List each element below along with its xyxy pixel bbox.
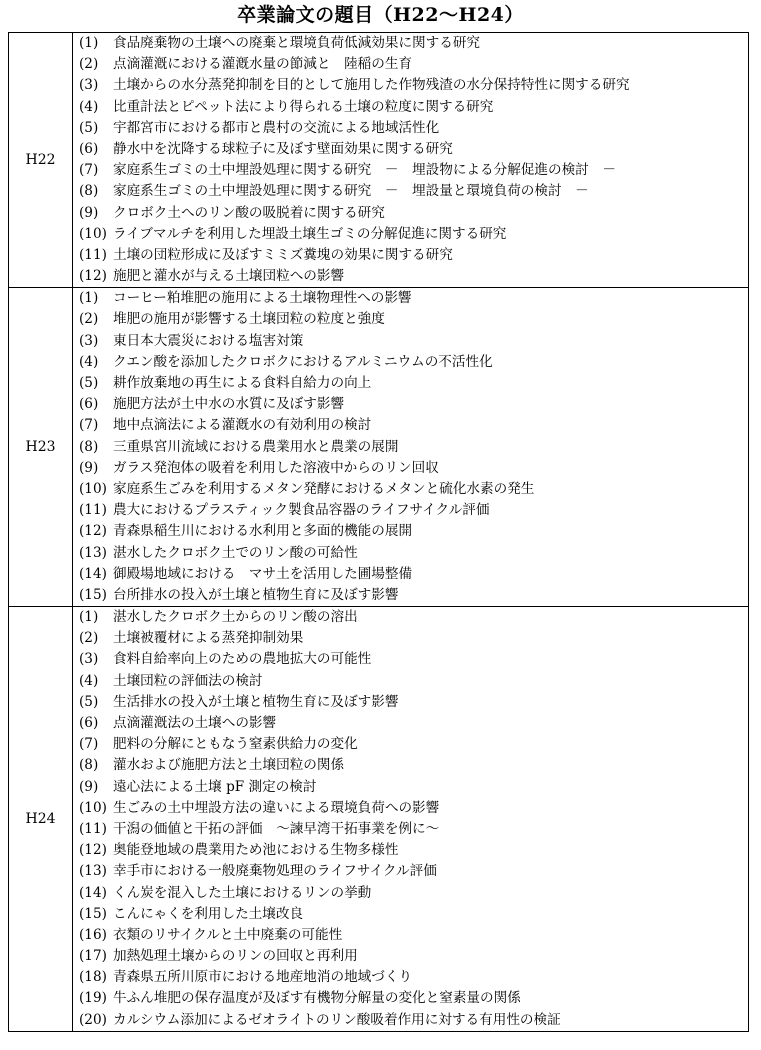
thesis-item-title: 湛水したクロボク土からのリン酸の溶出 [113, 609, 358, 626]
thesis-item [73, 671, 748, 692]
thesis-item-number: (7) [79, 162, 99, 179]
thesis-item-title: 家庭系生ゴミの土中埋設処理に関する研究 － 埋設量と環境負荷の検討 － [113, 183, 589, 200]
thesis-item-title: 灌水および施肥方法と土壌団粒の関係 [113, 757, 345, 774]
thesis-item [73, 245, 748, 266]
thesis-item-number: (2) [79, 630, 99, 647]
thesis-item-title: 東日本大震災における塩害対策 [113, 332, 304, 349]
year-label: H23 [9, 288, 73, 607]
thesis-item-title: クロボク土へのリン酸の吸脱着に関する研究 [113, 204, 385, 221]
thesis-item [73, 988, 748, 1009]
thesis-item [73, 946, 748, 967]
thesis-item [73, 373, 748, 394]
thesis-item [73, 352, 748, 373]
thesis-item-title: 奥能登地域の農業用ため池における生物多様性 [113, 842, 399, 859]
thesis-item-title: 食料自給率向上のための農地拡大の可能性 [113, 651, 372, 668]
thesis-item [73, 564, 748, 585]
thesis-item-title: 比重計法とピペット法により得られる土壌の粒度に関する研究 [113, 98, 494, 115]
thesis-list [73, 33, 749, 288]
thesis-item-number: (2) [79, 311, 99, 328]
thesis-item-number: (1) [79, 290, 99, 307]
thesis-item [73, 628, 748, 649]
thesis-item-title: 加熱処理土壌からのリンの回収と再利用 [113, 948, 358, 965]
thesis-item-title: 家庭系生ゴミの土中埋設処理に関する研究 － 埋設物による分解促進の検討 － [113, 162, 616, 179]
thesis-item [73, 54, 748, 75]
thesis-item-title: 台所排水の投入が土壌と植物生育に及ぼす影響 [113, 586, 399, 603]
thesis-item-number: (12) [79, 523, 107, 540]
thesis-item-number: (17) [79, 948, 107, 965]
thesis-item [73, 331, 748, 352]
thesis-item-number: (1) [79, 609, 99, 626]
thesis-item [73, 861, 748, 882]
thesis-item-title: 土壌の団粒形成に及ぼすミミズ糞塊の効果に関する研究 [113, 246, 453, 263]
thesis-list [73, 288, 749, 607]
thesis-item-number: (14) [79, 884, 107, 901]
thesis-list [73, 607, 749, 1032]
thesis-item-title: 農大におけるプラスティック製食品容器のライフサイクル評価 [113, 502, 490, 519]
thesis-item-title: 土壌団粒の評価法の検討 [113, 672, 263, 689]
thesis-item-number: (9) [79, 459, 99, 476]
thesis-item-number: (9) [79, 204, 99, 221]
thesis-item [73, 925, 748, 946]
thesis-item-number: (11) [79, 246, 107, 263]
thesis-item-title: 湛水したクロボク土でのリン酸の可給性 [113, 544, 358, 561]
thesis-item-title: 生活排水の投入が土壌と植物生育に及ぼす影響 [113, 693, 399, 710]
thesis-item-number: (20) [79, 1011, 107, 1028]
year-label: H24 [9, 607, 73, 1032]
thesis-item-number: (8) [79, 183, 99, 200]
thesis-item-number: (3) [79, 651, 99, 668]
thesis-item [73, 203, 748, 224]
thesis-item-number: (7) [79, 417, 99, 434]
thesis-item-number: (9) [79, 778, 99, 795]
thesis-item-number: (13) [79, 544, 107, 561]
thesis-item-number: (5) [79, 693, 99, 710]
thesis-item-number: (6) [79, 396, 99, 413]
thesis-item [73, 734, 748, 755]
thesis-item-title: 宇都宮市における都市と農村の交流による地域活性化 [113, 119, 440, 136]
year-label: H22 [9, 33, 73, 288]
thesis-item [73, 75, 748, 96]
thesis-item-number: (19) [79, 990, 107, 1007]
thesis-item-title: カルシウム添加によるゼオライトのリン酸吸着作用に対する有用性の検証 [113, 1011, 561, 1028]
thesis-item-title: 衣類のリサイクルと土中廃棄の可能性 [113, 926, 343, 943]
thesis-item-number: (13) [79, 863, 107, 880]
thesis-item-title: 耕作放棄地の再生による食料自給力の向上 [113, 375, 372, 391]
thesis-item-number: (2) [79, 56, 99, 73]
thesis-item-title: こんにゃくを利用した土壌改良 [113, 905, 304, 922]
thesis-item [73, 904, 748, 925]
thesis-item [73, 139, 748, 160]
thesis-item-title: 干潟の価値と干拓の評価 ～諫早湾干拓事業を例に～ [113, 820, 440, 837]
page-title: 卒業論文の題目（H22～H24） [237, 4, 524, 26]
thesis-item-title: 点滴灌漑における灌漑水量の節減と 陸稲の生育 [113, 56, 413, 73]
thesis-item-number: (4) [79, 353, 99, 370]
thesis-item-number: (3) [79, 332, 99, 349]
thesis-item [73, 840, 748, 861]
thesis-item [73, 437, 748, 458]
thesis-table-body [9, 33, 749, 1032]
thesis-item-title: 御殿場地域における マサ土を活用した圃場整備 [113, 565, 413, 582]
thesis-item-number: (15) [79, 586, 107, 603]
thesis-item-number: (12) [79, 268, 107, 285]
thesis-item [73, 500, 748, 521]
thesis-item [73, 97, 748, 118]
thesis-item-title: 幸手市における一般廃棄物処理のライフサイクル評価 [113, 863, 437, 880]
thesis-item-title: 肥料の分解にともなう窒素供給力の変化 [113, 736, 358, 753]
thesis-item-number: (4) [79, 98, 99, 115]
thesis-table [8, 32, 749, 1032]
thesis-item-number: (16) [79, 926, 107, 943]
thesis-item-title: 生ごみの土中埋設方法の違いによる環境負荷への影響 [113, 799, 440, 816]
thesis-item-title: 食品廃棄物の土壌への廃棄と環境負荷低減効果に関する研究 [113, 35, 481, 51]
thesis-item-number: (8) [79, 757, 99, 774]
thesis-item-title: 遠心法による土壌 pF 測定の検討 [113, 778, 317, 795]
thesis-item [73, 607, 748, 628]
thesis-item-number: (10) [79, 799, 107, 816]
year-section-h24 [9, 607, 749, 1032]
thesis-item-number: (11) [79, 820, 107, 837]
thesis-item [73, 288, 748, 309]
thesis-item-title: 施肥と灌水が与える土壌団粒への影響 [113, 268, 345, 285]
thesis-item-title: ライブマルチを利用した埋設土壌生ゴミの分解促進に関する研究 [113, 225, 507, 242]
thesis-item-title: 地中点滴法による灌漑水の有効利用の検討 [113, 417, 372, 434]
thesis-item [73, 585, 748, 606]
thesis-item-title: 静水中を沈降する球粒子に及ぼす壁面効果に関する研究 [113, 140, 453, 157]
thesis-item-title: 牛ふん堆肥の保存温度が及ぼす有機物分解量の変化と窒素量の関係 [113, 990, 521, 1007]
thesis-item-title: くん炭を混入した土壌におけるリンの挙動 [113, 884, 372, 901]
thesis-item [73, 883, 748, 904]
thesis-item-title: 点滴灌漑法の土壌への影響 [113, 715, 277, 731]
thesis-item-title: 土壌被覆材による蒸発抑制効果 [113, 630, 304, 647]
thesis-item [73, 266, 748, 287]
thesis-item-number: (5) [79, 119, 99, 136]
thesis-item [73, 967, 748, 988]
thesis-item [73, 521, 748, 542]
thesis-item [73, 394, 748, 415]
thesis-item-number: (15) [79, 905, 107, 922]
thesis-item [73, 415, 748, 436]
thesis-item-number: (7) [79, 736, 99, 753]
thesis-item [73, 309, 748, 330]
thesis-item-title: 土壌からの水分蒸発抑制を目的として施用した作物残渣の水分保持特性に関する研究 [113, 77, 630, 94]
thesis-item-number: (3) [79, 77, 99, 94]
thesis-item-title: 三重県宮川流域における農業用水と農業の展開 [113, 438, 399, 455]
thesis-item [73, 458, 748, 479]
year-section-h22 [9, 33, 749, 288]
thesis-item [73, 1010, 748, 1031]
thesis-item-number: (14) [79, 565, 107, 582]
thesis-item-number: (4) [79, 672, 99, 689]
thesis-item [73, 798, 748, 819]
thesis-item-number: (5) [79, 375, 99, 391]
thesis-item-title: ガラス発泡体の吸着を利用した溶液中からのリン回収 [113, 459, 439, 476]
thesis-item [73, 713, 748, 734]
thesis-item [73, 479, 748, 500]
thesis-item-title: 青森県稲生川における水利用と多面的機能の展開 [113, 523, 413, 540]
thesis-item [73, 819, 748, 840]
thesis-item-number: (8) [79, 438, 99, 455]
thesis-item [73, 118, 748, 139]
thesis-item-number: (6) [79, 715, 99, 731]
thesis-item [73, 224, 748, 245]
thesis-item-title: 施肥方法が土中水の水質に及ぼす影響 [113, 396, 345, 413]
thesis-item-number: (12) [79, 842, 107, 859]
thesis-item [73, 181, 748, 202]
thesis-item [73, 543, 748, 564]
thesis-item-number: (10) [79, 480, 107, 497]
thesis-item [73, 777, 748, 798]
thesis-item-number: (18) [79, 969, 107, 986]
thesis-item-number: (6) [79, 140, 99, 157]
thesis-item-title: 堆肥の施用が影響する土壌団粒の粒度と強度 [113, 311, 385, 328]
thesis-item [73, 755, 748, 776]
thesis-item-number: (10) [79, 225, 107, 242]
thesis-item-title: 青森県五所川原市における地産地消の地域づくり [113, 969, 413, 986]
year-section-h23 [9, 288, 749, 607]
thesis-item [73, 160, 748, 181]
thesis-item [73, 692, 748, 713]
thesis-item-title: 家庭系生ごみを利用するメタン発酵におけるメタンと硫化水素の発生 [113, 480, 535, 497]
thesis-item [73, 649, 748, 670]
thesis-item-number: (1) [79, 35, 99, 51]
thesis-item [73, 33, 748, 54]
thesis-item-number: (11) [79, 502, 107, 519]
thesis-item-title: クエン酸を添加したクロボクにおけるアルミニウムの不活性化 [113, 353, 493, 370]
thesis-item-title: コーヒー粕堆肥の施用による土壌物理性への影響 [113, 290, 412, 307]
